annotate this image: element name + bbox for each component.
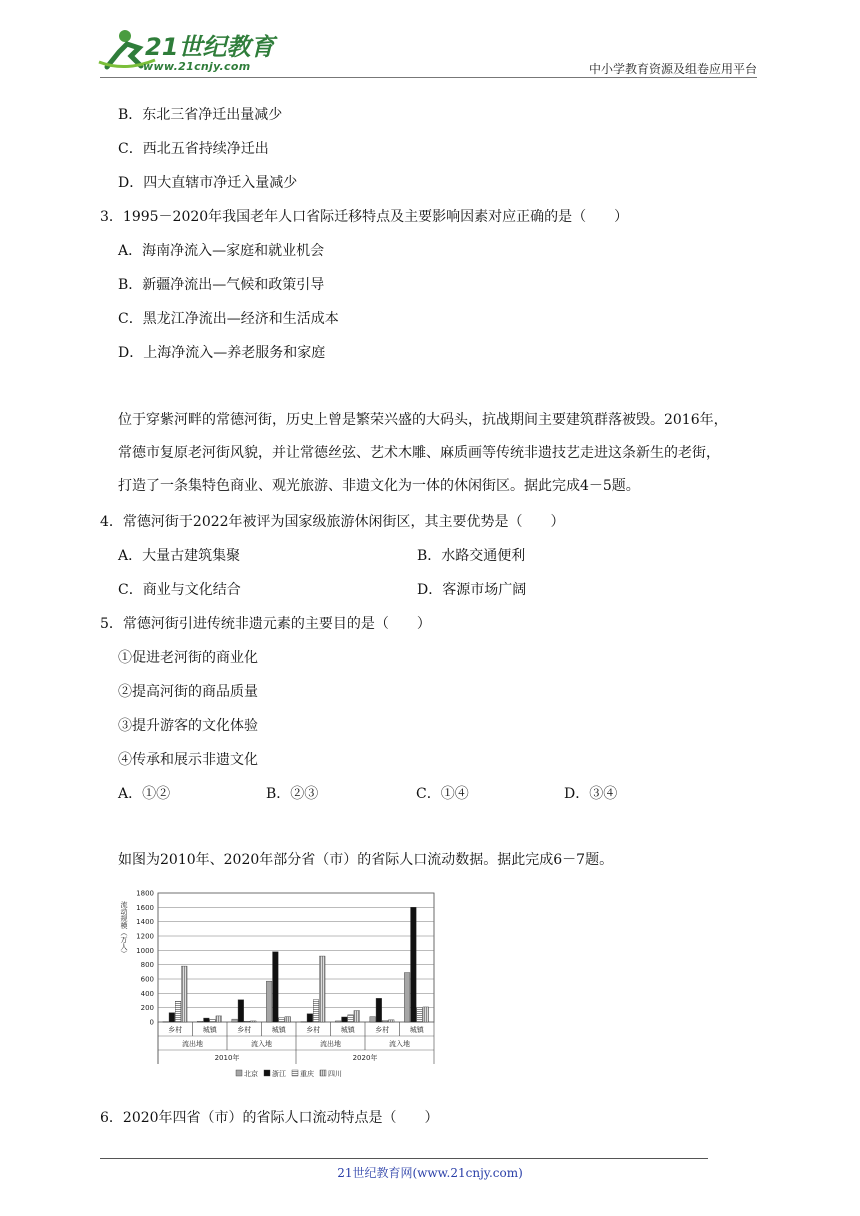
- bar: [342, 1017, 348, 1022]
- bar: [232, 1019, 238, 1022]
- x-category-label: 乡村: [237, 1026, 252, 1034]
- bar: [169, 1013, 175, 1022]
- bar: [216, 1016, 222, 1022]
- bar: [313, 1000, 319, 1022]
- q5-option-b: B．②③: [266, 786, 319, 802]
- bar: [404, 973, 410, 1022]
- y-tick-label: 600: [140, 975, 154, 984]
- y-tick-label: 1600: [136, 903, 154, 912]
- x-category-label: 城镇: [409, 1026, 424, 1034]
- q4-option-b: B．水路交通便利: [417, 548, 526, 564]
- bar: [370, 1017, 376, 1022]
- q3-stem: 3．1995－2020年我国老年人口省际迁移特点及主要影响因素对应正确的是（ ）: [100, 209, 629, 225]
- bar: [175, 1001, 181, 1022]
- y-tick-label: 1200: [136, 932, 154, 941]
- x-category-label: 城镇: [271, 1026, 286, 1034]
- q4-option-c: C．商业与文化结合: [118, 582, 241, 598]
- bar: [204, 1018, 210, 1022]
- logo-url-text: www.21cnjy.com: [143, 60, 251, 73]
- q4-option-a: A．大量古建筑集聚: [118, 548, 241, 564]
- q2-option-c: C．西北五省持续净迁出: [118, 141, 269, 157]
- passage-line: 打造了一条集特色商业、观光旅游、非遗文化为一体的休闲街区。据此完成4－5题。: [118, 478, 640, 494]
- passage-changde: [118, 404, 758, 503]
- bar: [319, 956, 325, 1022]
- passage-chart-intro: 如图为2010年、2020年部分省（市）的省际人口流动数据。据此完成6－7题。: [118, 852, 614, 868]
- bar: [301, 1022, 307, 1023]
- q5-stem: 5．常德河街引进传统非遗元素的主要目的是（ ）: [100, 616, 431, 632]
- logo-main-text: 21世纪教育: [145, 33, 275, 61]
- x-year-label: 2010年: [214, 1054, 240, 1062]
- bar: [388, 1020, 394, 1022]
- header-divider: [100, 77, 757, 78]
- legend-label: 浙江: [272, 1070, 286, 1078]
- bar: [376, 998, 382, 1022]
- x-category-label: 乡村: [168, 1026, 183, 1034]
- legend-label: 四川: [328, 1070, 342, 1078]
- q5-option-a: A．①②: [118, 786, 171, 802]
- bar: [250, 1021, 256, 1022]
- q4-option-d: D．客源市场广阔: [417, 582, 527, 598]
- q4-stem: 4．常德河街于2022年被评为国家级旅游休闲街区，其主要优势是（ ）: [100, 514, 565, 530]
- bar: [163, 1022, 169, 1023]
- y-tick-label: 200: [140, 1004, 154, 1013]
- q5-item-1: ①促进老河街的商业化: [118, 650, 258, 666]
- y-tick-label: 1800: [136, 889, 154, 898]
- plot-area: [158, 893, 434, 1022]
- x-category-label: 城镇: [202, 1026, 217, 1034]
- q3-option-c: C．黑龙江净流出—经济和生活成本: [118, 311, 339, 327]
- x-category-label: 乡村: [306, 1026, 321, 1034]
- y-tick-label: 400: [140, 989, 154, 998]
- bar: [244, 1021, 250, 1022]
- bar: [279, 1018, 285, 1022]
- y-tick-label: 1000: [136, 946, 154, 955]
- legend-swatch: [320, 1070, 326, 1076]
- bar: [417, 1008, 423, 1022]
- x-group-label: 流出地: [320, 1040, 341, 1048]
- bar: [210, 1019, 216, 1022]
- bar: [348, 1015, 354, 1022]
- legend-swatch: [292, 1070, 298, 1076]
- x-year-label: 2020年: [352, 1054, 378, 1062]
- y-tick-label: 800: [140, 961, 154, 970]
- q5-option-c: C．①④: [416, 786, 469, 802]
- q3-option-a: A．海南净流入—家庭和就业机会: [118, 243, 325, 259]
- x-group-label: 流入地: [251, 1040, 272, 1048]
- q5-option-d: D．③④: [564, 786, 618, 802]
- x-category-label: 城镇: [340, 1026, 355, 1034]
- bar: [266, 981, 272, 1022]
- q2-option-d: D．四大直辖市净迁入量减少: [118, 175, 298, 191]
- bar: [411, 907, 417, 1022]
- q5-item-2: ②提高河街的商品质量: [118, 684, 258, 700]
- bar: [238, 1000, 244, 1022]
- passage-line: 位于穿紫河畔的常德河街，历史上曾是繁荣兴盛的大码头，抗战期间主要建筑群落被毁。2016年，: [118, 412, 728, 428]
- y-tick-label: 0: [149, 1018, 154, 1027]
- q3-option-d: D．上海净流入—养老服务和家庭: [118, 345, 326, 361]
- passage-line: 常德市复原老河街风貌，并让常德丝弦、艺术木雕、麻质画等传统非遗技艺走进这条新生的老街，: [118, 445, 720, 461]
- legend-label: 北京: [244, 1070, 258, 1078]
- platform-title: 中小学教育资源及组卷应用平台: [588, 62, 757, 76]
- x-category-label: 乡村: [375, 1026, 390, 1034]
- legend-swatch: [236, 1070, 242, 1076]
- bar: [354, 1011, 360, 1022]
- bar: [423, 1007, 429, 1022]
- population-flow-bar-chart: [118, 881, 438, 1091]
- bar: [285, 1017, 291, 1022]
- q5-item-4: ④传承和展示非遗文化: [118, 752, 258, 768]
- x-group-label: 流出地: [182, 1040, 203, 1048]
- legend-swatch: [264, 1070, 270, 1076]
- legend-label: 重庆: [300, 1070, 314, 1078]
- bar: [273, 952, 279, 1022]
- bar: [197, 1021, 203, 1022]
- x-group-label: 流入地: [389, 1040, 410, 1048]
- q2-option-b: B．东北三省净迁出量减少: [118, 107, 283, 123]
- q6-stem: 6．2020年四省（市）的省际人口流动特点是（ ）: [100, 1110, 439, 1126]
- y-axis-label: 流动规模（万人）: [120, 901, 128, 957]
- bar: [307, 1014, 313, 1022]
- bar: [335, 1021, 341, 1022]
- q5-item-3: ③提升游客的文化体验: [118, 718, 258, 734]
- q3-option-b: B．新疆净流出—气候和政策引导: [118, 277, 325, 293]
- footer-divider: [100, 1158, 708, 1159]
- footer-site-text: 21世纪教育网(www.21cnjy.com): [337, 1166, 523, 1180]
- bar: [382, 1021, 388, 1022]
- y-tick-label: 1400: [136, 918, 154, 927]
- bar: [181, 966, 187, 1022]
